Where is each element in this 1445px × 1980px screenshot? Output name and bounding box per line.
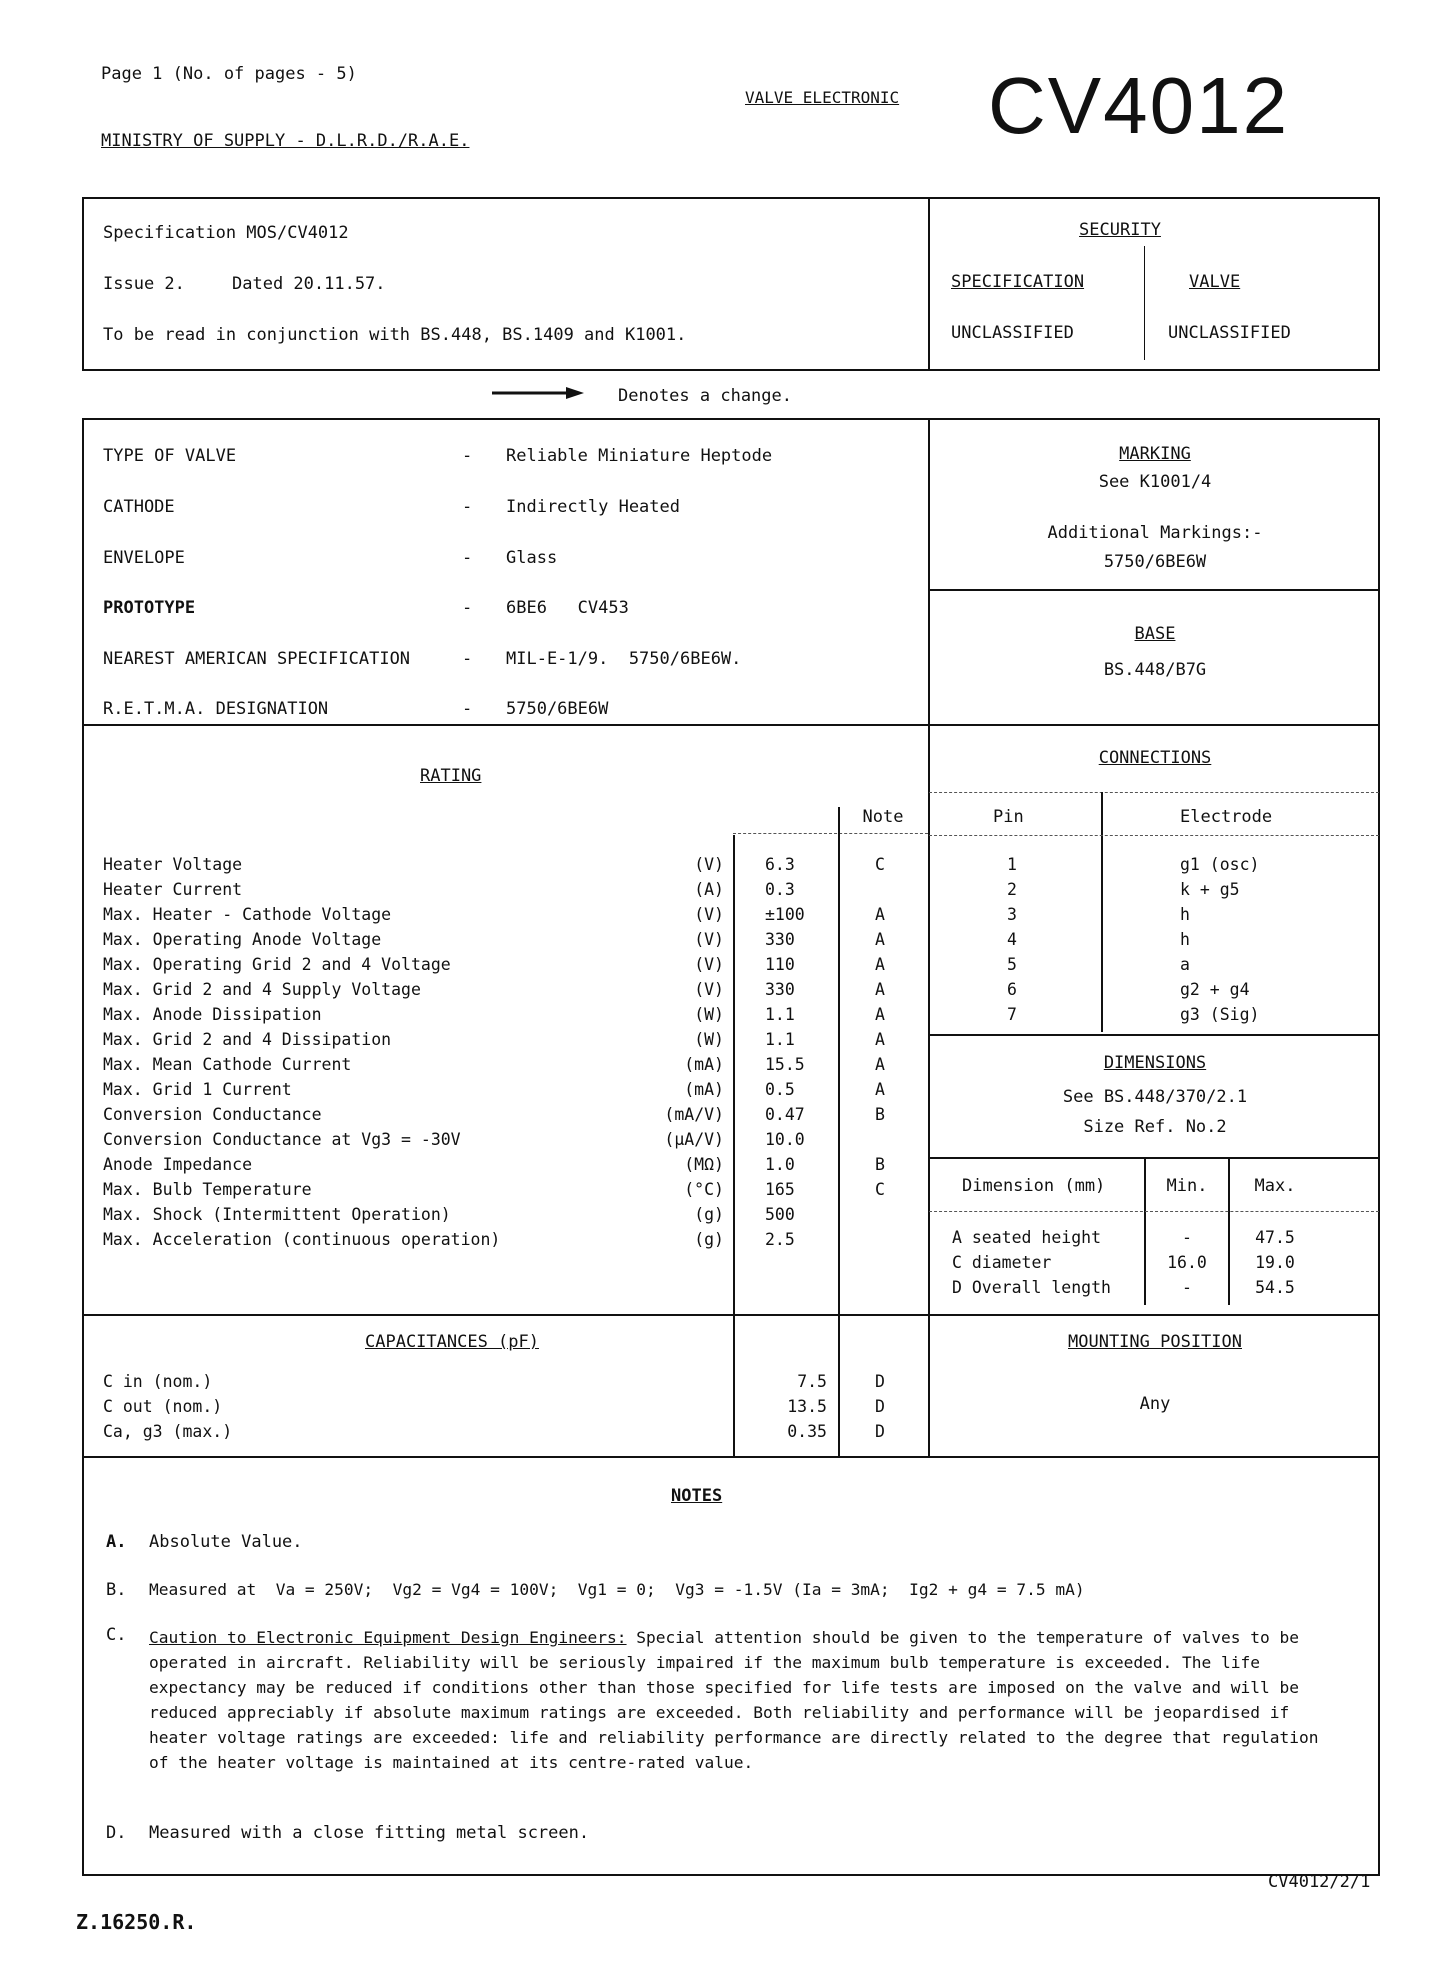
valve-type-label: VALVE ELECTRONIC	[745, 88, 900, 107]
specification-number: Specification MOS/CV4012	[103, 223, 349, 243]
max-column-heading: Max.	[1254, 1176, 1296, 1196]
rating-unit: (mA)	[684, 1080, 724, 1099]
valve-security-heading: VALVE	[1189, 272, 1241, 292]
rating-label: Max. Grid 2 and 4 Supply Voltage	[103, 980, 421, 999]
rating-unit: (V)	[694, 905, 724, 924]
rating-label: Anode Impedance	[103, 1155, 253, 1174]
rating-label: Max. Shock (Intermittent Operation)	[103, 1205, 451, 1224]
security-heading: SECURITY	[1079, 220, 1161, 240]
base-heading: BASE	[1134, 624, 1176, 644]
dimensions-reference: See BS.448/370/2.1	[1062, 1087, 1248, 1107]
property-value: MIL-E-1/9. 5750/6BE6W.	[506, 649, 742, 669]
rating-unit: (W)	[694, 1005, 724, 1024]
capacitance-label: C out (nom.)	[103, 1397, 223, 1416]
rating-heading: RATING	[420, 766, 482, 786]
dimension-max: 19.0	[1255, 1253, 1295, 1272]
rating-unit: (W)	[694, 1030, 724, 1049]
rating-unit: (MΩ)	[684, 1155, 724, 1174]
rating-label: Max. Heater - Cathode Voltage	[103, 905, 392, 924]
rating-label: Conversion Conductance at Vg3 = -30V	[103, 1130, 461, 1149]
note-c-text: Special attention should be given to the temperature of valves to be operated in aircraft. Reliability will be seriously impaired if the maximum bulb temperature is exceeded. The life expectancy may be reduced if conditions other than those specified for life tests are imposed on the valve and will be reduced appreciably if absolute maximum ratings are exceeded. Both reliability and performance will be jeopardised if heater voltage ratings are exceeded: life and reliability performance are directly related to the degree that regulation of the heater voltage is maintained at its centre-rated value.	[149, 1628, 1319, 1772]
ministry-label: MINISTRY OF SUPPLY - D.L.R.D./R.A.E.	[101, 131, 470, 151]
dimension-column-heading: Dimension (mm)	[962, 1176, 1106, 1196]
rating-value: 1.1	[765, 1005, 795, 1024]
note-c-body	[149, 1625, 1347, 1775]
note-c-letter: C.	[106, 1625, 127, 1645]
spec-classification: UNCLASSIFIED	[951, 323, 1074, 343]
rating-unit: (°C)	[684, 1180, 724, 1199]
property-label: NEAREST AMERICAN SPECIFICATION	[103, 649, 411, 669]
page-info: Page 1 (No. of pages - 5)	[101, 64, 357, 84]
rating-note: C	[875, 1180, 885, 1199]
property-value: Glass	[506, 548, 558, 568]
rating-unit: (V)	[694, 930, 724, 949]
rating-value: 0.5	[765, 1080, 795, 1099]
dimension-max: 54.5	[1255, 1278, 1295, 1297]
rating-note: C	[875, 855, 885, 874]
rating-unit: (V)	[694, 980, 724, 999]
note-b-letter: B.	[106, 1580, 127, 1600]
rating-value: 1.0	[765, 1155, 795, 1174]
rating-note: A	[875, 955, 885, 974]
base-value: BS.448/B7G	[1103, 660, 1207, 680]
rating-value: 165	[765, 1180, 795, 1199]
valve-classification: UNCLASSIFIED	[1168, 323, 1291, 343]
rating-note: A	[875, 980, 885, 999]
rating-unit: (V)	[694, 955, 724, 974]
pin-column-heading: Pin	[993, 807, 1024, 827]
rating-value: 15.5	[765, 1055, 805, 1074]
rating-value: 6.3	[765, 855, 795, 874]
note-a-text: Absolute Value.	[149, 1532, 303, 1552]
rating-unit: (µA/V)	[664, 1130, 724, 1149]
rating-unit: (A)	[694, 880, 724, 899]
note-column-heading: Note	[862, 807, 904, 827]
document-code: Z.16250.R.	[76, 1910, 197, 1934]
connection-electrode: k + g5	[1180, 880, 1240, 899]
capacitance-note: D	[875, 1372, 885, 1391]
property-label: R.E.T.M.A. DESIGNATION	[103, 699, 329, 719]
rating-value: 330	[765, 980, 795, 999]
connection-pin: 2	[1007, 880, 1017, 899]
property-label: ENVELOPE	[103, 548, 185, 568]
rating-note: A	[875, 1030, 885, 1049]
rating-value: 500	[765, 1205, 795, 1224]
rating-value: 330	[765, 930, 795, 949]
rating-unit: (g)	[694, 1230, 724, 1249]
capacitance-value: 0.35	[787, 1422, 827, 1441]
property-value: 5750/6BE6W	[506, 699, 609, 719]
note-d-letter: D.	[106, 1823, 127, 1843]
capacitance-label: Ca, g3 (max.)	[103, 1422, 233, 1441]
rating-label: Max. Bulb Temperature	[103, 1180, 312, 1199]
rating-value: 2.5	[765, 1230, 795, 1249]
additional-markings-label: Additional Markings:-	[1047, 523, 1263, 543]
property-label: TYPE OF VALVE	[103, 446, 237, 466]
note-b-text: Measured at Va = 250V; Vg2 = Vg4 = 100V; Vg1 = 0; Vg3 = -1.5V (Ia = 3mA; Ig2 + g4 = 7.5 mA)	[149, 1580, 1085, 1599]
rating-note: B	[875, 1105, 885, 1124]
dimension-max: 47.5	[1255, 1228, 1295, 1247]
rating-value: 0.47	[765, 1105, 805, 1124]
read-with-note: To be read in conjunction with BS.448, BS.1409 and K1001.	[103, 325, 687, 345]
note-a-letter: A.	[106, 1532, 127, 1552]
rating-value: 1.1	[765, 1030, 795, 1049]
connection-electrode: g1 (osc)	[1180, 855, 1260, 874]
rating-value: ±100	[765, 905, 805, 924]
connection-pin: 5	[1007, 955, 1017, 974]
rating-note: A	[875, 930, 885, 949]
issue-date: Dated 20.11.57.	[232, 274, 386, 294]
rating-unit: (g)	[694, 1205, 724, 1224]
connection-pin: 1	[1007, 855, 1017, 874]
rating-label: Max. Operating Anode Voltage	[103, 930, 382, 949]
marking-code: 5750/6BE6W	[1103, 552, 1207, 572]
marking-reference: See K1001/4	[1098, 472, 1212, 492]
size-reference: Size Ref. No.2	[1083, 1117, 1227, 1137]
capacitance-value: 13.5	[787, 1397, 827, 1416]
rating-label: Max. Mean Cathode Current	[103, 1055, 352, 1074]
rating-unit: (mA/V)	[664, 1105, 724, 1124]
connection-electrode: g2 + g4	[1180, 980, 1250, 999]
rating-label: Max. Acceleration (continuous operation)	[103, 1230, 501, 1249]
electrode-column-heading: Electrode	[1180, 807, 1273, 827]
rating-label: Heater Voltage	[103, 855, 243, 874]
dimension-min: -	[1182, 1228, 1192, 1247]
capacitance-value: 7.5	[797, 1372, 827, 1391]
mounting-heading: MOUNTING POSITION	[1068, 1332, 1242, 1352]
note-c-title: Caution to Electronic Equipment Design Engineers:	[149, 1628, 627, 1647]
rating-note: A	[875, 1005, 885, 1024]
rating-label: Max. Operating Grid 2 and 4 Voltage	[103, 955, 451, 974]
rating-label: Max. Grid 2 and 4 Dissipation	[103, 1030, 392, 1049]
rating-label: Max. Grid 1 Current	[103, 1080, 292, 1099]
page-reference: CV4012/2/1	[1268, 1872, 1371, 1892]
rating-note: B	[875, 1155, 885, 1174]
min-column-heading: Min.	[1166, 1176, 1208, 1196]
rating-note: A	[875, 1055, 885, 1074]
connection-pin: 3	[1007, 905, 1017, 924]
property-value: Reliable Miniature Heptode	[506, 446, 773, 466]
change-note: Denotes a change.	[618, 386, 792, 406]
capacitance-note: D	[875, 1397, 885, 1416]
property-label: CATHODE	[103, 497, 175, 517]
connection-electrode: g3 (Sig)	[1180, 1005, 1260, 1024]
change-arrow-icon	[492, 385, 584, 401]
issue-number: Issue 2.	[103, 274, 185, 294]
spec-security-heading: SPECIFICATION	[951, 272, 1085, 292]
property-label: PROTOTYPE	[103, 598, 196, 618]
connections-heading: CONNECTIONS	[1098, 748, 1212, 768]
connection-pin: 6	[1007, 980, 1017, 999]
connection-electrode: h	[1180, 930, 1190, 949]
connection-electrode: h	[1180, 905, 1190, 924]
dimension-label: D Overall length	[952, 1278, 1111, 1297]
property-value: Indirectly Heated	[506, 497, 680, 517]
rating-note: A	[875, 905, 885, 924]
property-value: 6BE6 CV453	[506, 598, 629, 618]
connection-pin: 4	[1007, 930, 1017, 949]
rating-value: 0.3	[765, 880, 795, 899]
rating-label: Max. Anode Dissipation	[103, 1005, 322, 1024]
marking-heading: MARKING	[1119, 444, 1191, 464]
rating-note: A	[875, 1080, 885, 1099]
capacitance-note: D	[875, 1422, 885, 1441]
dimension-min: -	[1182, 1278, 1192, 1297]
connection-pin: 7	[1007, 1005, 1017, 1024]
note-d-text: Measured with a close fitting metal screen.	[149, 1823, 590, 1843]
capacitances-heading: CAPACITANCES (pF)	[365, 1332, 539, 1352]
rating-unit: (mA)	[684, 1055, 724, 1074]
rating-label: Heater Current	[103, 880, 243, 899]
cv-number: CV4012	[988, 61, 1290, 150]
connection-electrode: a	[1180, 955, 1190, 974]
rating-label: Conversion Conductance	[103, 1105, 322, 1124]
rating-value: 10.0	[765, 1130, 805, 1149]
dimension-label: C diameter	[952, 1253, 1052, 1272]
rating-unit: (V)	[694, 855, 724, 874]
capacitance-label: C in (nom.)	[103, 1372, 213, 1391]
dimensions-heading: DIMENSIONS	[1103, 1053, 1207, 1073]
mounting-value: Any	[1139, 1394, 1171, 1414]
dimension-label: A seated height	[952, 1228, 1102, 1247]
notes-heading: NOTES	[671, 1486, 723, 1506]
dimension-min: 16.0	[1167, 1253, 1207, 1272]
rating-value: 110	[765, 955, 795, 974]
